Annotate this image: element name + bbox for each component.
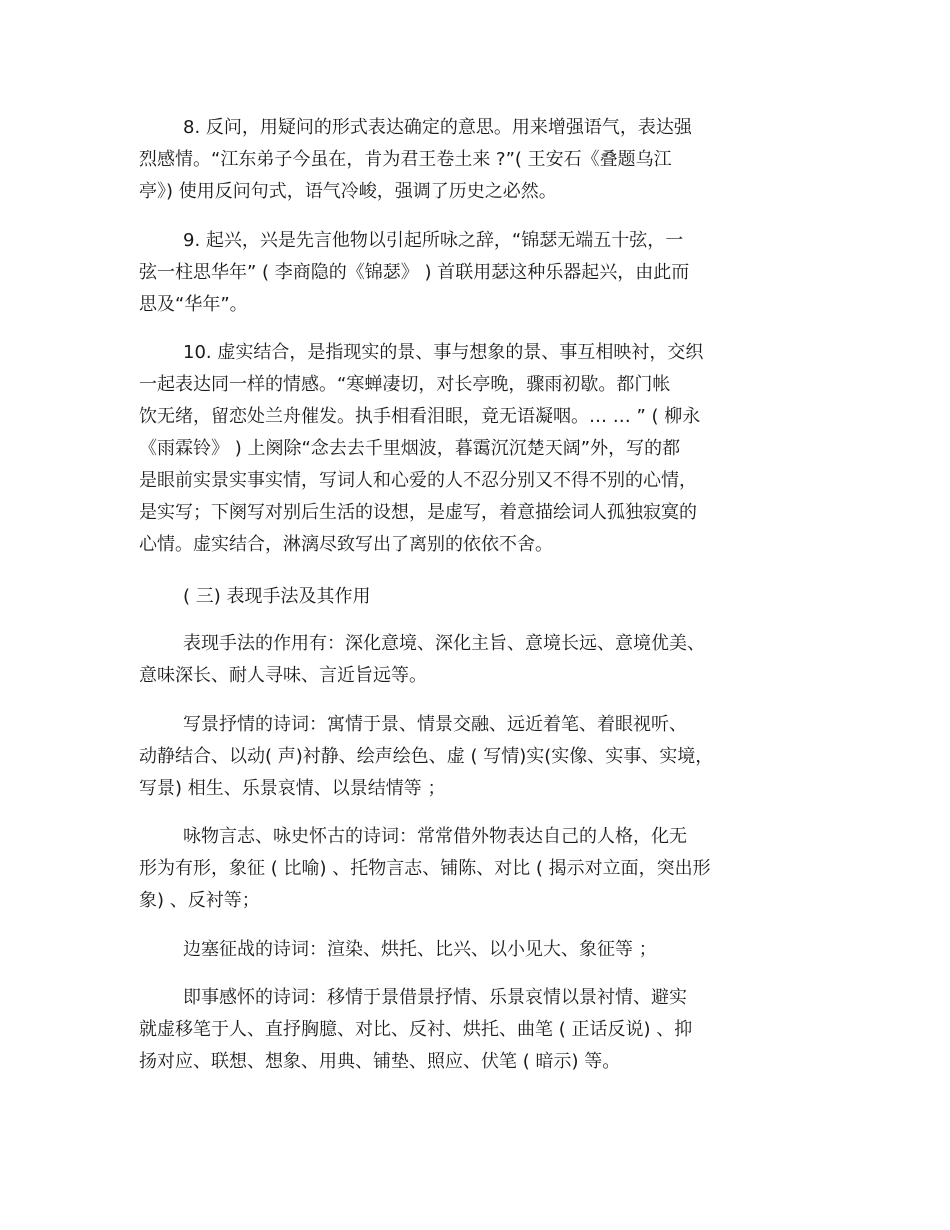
text-line: 思及“华年”。 [139, 294, 248, 315]
text-line: 一起表达同一样的情感。“寒蝉凄切，对长亭晚，骤雨初歇。都门帐 [139, 374, 671, 395]
paragraph-effects [139, 628, 804, 692]
text-line: 弦一柱思华年” ( 李商隐的《锦瑟》 ) 首联用瑟这种乐器起兴，由此而 [139, 262, 690, 283]
section-title: ( 三) 表现手法及其作用 [183, 586, 371, 607]
text-line: 象) 、反衬等； [139, 890, 260, 911]
text-line: 亭》) 使用反问句式，语气冷峻，强调了历史之必然。 [139, 181, 557, 202]
text-line: 就虚移笔于人、直抒胸臆、对比、反衬、烘托、曲笔 ( 正话反说) 、抑 [139, 1019, 693, 1040]
text-line: 意味深长、耐人寻味、言近旨远等。 [139, 665, 427, 686]
section-heading [139, 581, 804, 613]
paragraph-xushi [139, 337, 804, 561]
text-line: 饮无绪，留恋处兰舟催发。执手相看泪眼，竟无语凝咽。… … ” ( 柳永 [139, 406, 701, 427]
text-line: 即事感怀的诗词：移情于景借景抒情、乐景哀情以景衬情、避实 [183, 987, 687, 1008]
text-line: 8. 反问，用疑问的形式表达确定的意思。用来增强语气，表达强 [183, 117, 692, 138]
text-line: 10. 虚实结合，是指现实的景、事与想象的景、事互相映衬，交织 [183, 342, 704, 363]
paragraph-scenery-poems [139, 709, 804, 805]
text-line: 写景) 相生、乐景哀情、以景结情等 ； [139, 778, 446, 799]
text-line: 边塞征战的诗词：渲染、烘托、比兴、以小见大、象征等 ； [183, 939, 657, 960]
text-line: 咏物言志、咏史怀古的诗词：常常借外物表达自己的人格，化无 [183, 826, 687, 847]
text-line: 心情。虚实结合，淋漓尽致写出了离别的依依不舍。 [139, 534, 553, 555]
text-line: 形为有形，象征 ( 比喻) 、托物言志、铺陈、对比 ( 揭示对立面，突出形 [139, 858, 711, 879]
text-line: 是眼前实景实事实情，写词人和心爱的人不忍分别又不得不别的心情， [139, 470, 697, 491]
paragraph-object-poems [139, 821, 804, 917]
paragraph-qixing [139, 225, 804, 321]
text-line: 《雨霖铃》 ) 上阕除“念去去千里烟波，暮霭沉沉楚天阔”外，写的都 [139, 438, 681, 459]
text-line: 扬对应、联想、想象、用典、铺垫、照应、伏笔 ( 暗示) 等。 [139, 1051, 621, 1072]
text-line: 烈感情。“江东弟子今虽在，肯为君王卷土来 ?”( 王安石《叠题乌江 [139, 149, 672, 170]
text-line: 9. 起兴，兴是先言他物以引起所咏之辞，“锦瑟无端五十弦，一 [183, 230, 684, 251]
text-line: 是实写；下阕写对别后生活的设想，是虚写，着意描绘词人孤独寂寞的 [139, 502, 697, 523]
paragraph-frontier-poems [139, 934, 804, 966]
text-line: 表现手法的作用有：深化意境、深化主旨、意境长远、意境优美、 [183, 633, 705, 654]
text-line: 动静结合、以动( 声)衬静、绘声绘色、虚 ( 写情)实(实像、实事、实境， [139, 746, 714, 767]
paragraph-event-poems [139, 982, 804, 1078]
text-line: 写景抒情的诗词：寓情于景、情景交融、远近着笔、着眼视听、 [183, 714, 687, 735]
paragraph-rhetorical-question [139, 112, 804, 208]
